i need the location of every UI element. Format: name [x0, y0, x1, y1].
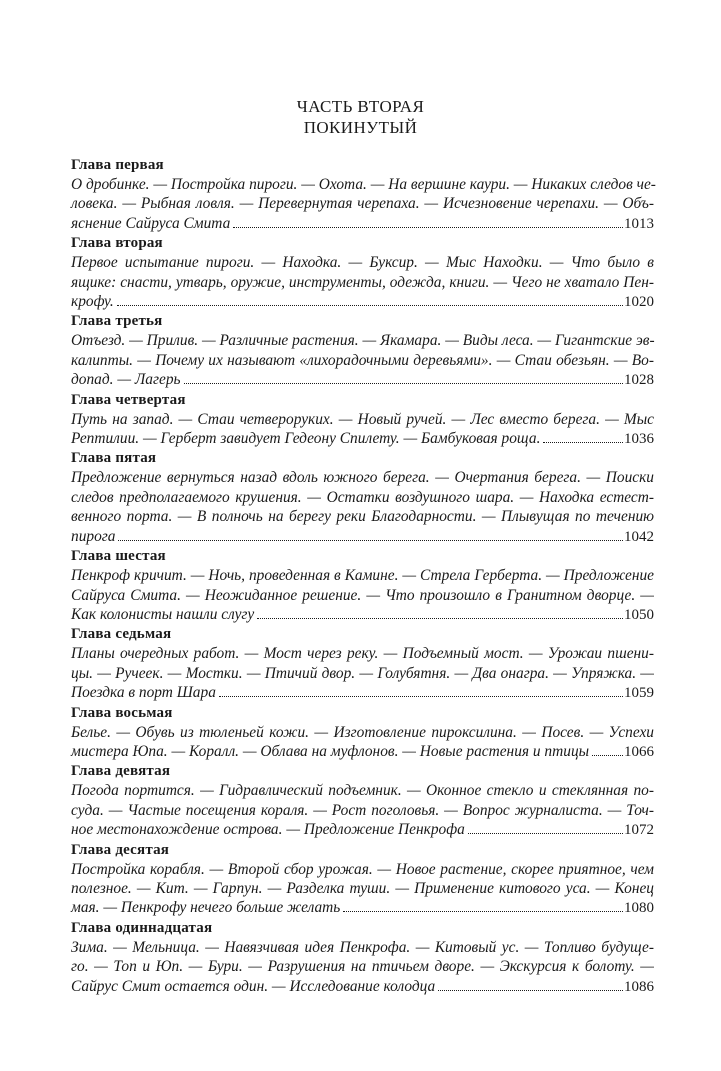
summary-line: Планы очередных работ. — Мост через реку. — Подъемный мост. — Урожаи пшени-: [71, 645, 654, 663]
toc-entry: [71, 762, 654, 840]
summary-last-line: [71, 742, 654, 762]
chapter-summary: [71, 253, 654, 312]
chapter-summary: [71, 938, 654, 997]
summary-line-text: мистера Юпа. — Коралл. — Облава на муфлонов. — Новые растения и птицы: [71, 742, 590, 760]
chapter-title: Глава восьмая: [71, 704, 173, 721]
page-number: 1059: [624, 685, 654, 702]
summary-last-line: [71, 977, 654, 997]
summary-line-text: крофу.: [71, 293, 114, 311]
chapter-title: Глава третья: [71, 313, 163, 330]
dot-leader: [117, 305, 623, 306]
part-heading: [0, 96, 721, 138]
part-number: ЧАСТЬ ВТОРАЯ: [296, 97, 425, 116]
summary-line: суда. — Частые посещения кораля. — Рост поголовья. — Вопрос журналиста. — Точ-: [71, 801, 654, 819]
toc-entry: [71, 234, 654, 312]
page-number: 1080: [624, 900, 654, 917]
summary-last-line: [71, 898, 654, 918]
summary-line: Постройка корабля. — Второй сбор урожая. — Новое растение, скорее приятное, чем: [71, 860, 654, 878]
chapter-summary: [71, 331, 654, 390]
dot-leader: [438, 990, 623, 991]
dot-leader: [468, 833, 623, 834]
summary-line-text: допад. — Лагерь: [71, 371, 181, 389]
summary-line: цы. — Ручеек. — Мостки. — Птичий двор. — Голубятня. — Два онагра. — Упряжка. —: [71, 664, 654, 682]
summary-line: ловека. — Рыбная ловля. — Перевернутая черепаха. — Исчезновение черепахи. — Объ-: [71, 195, 654, 213]
summary-line: Белье. — Обувь из тюленьей кожи. — Изготовление пироксилина. — Посев. — Успехи: [71, 723, 654, 741]
chapter-title: Глава шестая: [71, 548, 166, 565]
summary-line: калипты. — Почему их называют «лихорадочными деревьями». — Стаи обезьян. — Во-: [71, 351, 654, 369]
toc-entry: [71, 449, 654, 547]
toc-entry: [71, 312, 654, 390]
dot-leader: [184, 383, 623, 384]
summary-line: полезное. — Кит. — Гарпун. — Разделка туши. — Применение китового уса. — Конец: [71, 879, 654, 897]
summary-last-line: [71, 527, 654, 547]
toc-entry: [71, 625, 654, 703]
summary-line-text: ное местонахождение острова. — Предложение Пенкрофа: [71, 821, 465, 839]
dot-leader: [257, 618, 623, 619]
summary-line: венного порта. — В полночь на берегу реки Благодарности. — Плывущая по течению: [71, 508, 654, 526]
dot-leader: [233, 227, 623, 228]
page-number: 1020: [624, 294, 654, 311]
summary-line-text: яснение Сайруса Смита: [71, 214, 231, 232]
summary-line-text: мая. — Пенкрофу нечего больше желать: [71, 899, 341, 917]
summary-line: го. — Топ и Юп. — Бури. — Разрушения на птичьем дворе. — Экскурсия к болоту. —: [71, 958, 654, 976]
dot-leader: [118, 540, 623, 541]
page-number: 1028: [624, 372, 654, 389]
chapter-summary: [71, 644, 654, 703]
summary-last-line: [71, 370, 654, 390]
chapter-title: Глава первая: [71, 157, 164, 173]
summary-last-line: [71, 683, 654, 703]
summary-line: Зима. — Мельница. — Навязчивая идея Пенкрофа. — Китовый ус. — Топливо будуще-: [71, 938, 654, 956]
page-number: 1086: [624, 978, 654, 995]
summary-line: следов предполагаемого крушения. — Остатки воздушного шара. — Находка естест-: [71, 488, 654, 506]
dot-leader: [343, 911, 623, 912]
summary-line: Отъезд. — Прилив. — Различные растения. — Якамара. — Виды леса. — Гигантские эв-: [71, 332, 655, 350]
chapter-summary: [71, 566, 654, 625]
chapter-title: Глава вторая: [71, 235, 163, 252]
page-number: 1072: [624, 822, 654, 839]
summary-line: О дробинке. — Постройка пироги. — Охота. — На вершине каури. — Никаких следов че-: [71, 176, 656, 193]
summary-line-text: Поездка в порт Шара: [71, 684, 216, 702]
toc-entry: [71, 156, 654, 234]
summary-last-line: [71, 292, 654, 312]
summary-last-line: [71, 429, 654, 449]
chapter-summary: [71, 723, 654, 763]
summary-line-text: Сайрус Смит остается один. — Исследование колодца: [71, 977, 436, 995]
dot-leader: [592, 755, 623, 756]
summary-line: Предложение вернуться назад вдоль южного берега. — Очертания берега. — Поиски: [71, 469, 654, 487]
chapter-title: Глава одиннадцатая: [71, 919, 213, 936]
chapter-summary: [71, 175, 654, 234]
toc-entry: [71, 841, 654, 919]
page-number: 1050: [624, 606, 654, 623]
chapter-summary: [71, 410, 654, 450]
summary-line-text: Как колонисты нашли слугу: [71, 605, 255, 623]
chapter-title: Глава десятая: [71, 841, 170, 858]
summary-line: Путь на запад. — Стаи четвероруких. — Новый ручей. — Лес вместо берега. — Мыс: [71, 410, 654, 428]
summary-line: Погода портится. — Гидравлический подъемник. — Оконное стекло и стеклянная по-: [71, 782, 654, 800]
chapter-summary: [71, 468, 654, 547]
chapter-title: Глава девятая: [71, 763, 171, 780]
summary-last-line: [71, 605, 654, 625]
chapter-title: Глава пятая: [71, 450, 157, 467]
summary-line: ящике: снасти, утварь, оружие, инструменты, одежда, книги. — Чего не хватало Пен-: [71, 273, 654, 291]
summary-last-line: [71, 214, 654, 234]
page-number: 1042: [624, 528, 654, 545]
dot-leader: [543, 442, 623, 443]
summary-line-text: Рептилии. — Герберт завидует Гедеону Спилету. — Бамбуковая роща.: [71, 430, 541, 448]
toc-entry: [71, 704, 654, 763]
page-number: 1013: [624, 215, 654, 232]
summary-line: Первое испытание пироги. — Находка. — Буксир. — Мыс Находки. — Что было в: [71, 254, 654, 272]
chapter-title: Глава седьмая: [71, 626, 172, 643]
table-of-contents: [71, 156, 654, 997]
chapter-summary: [71, 781, 654, 840]
summary-line-text: пирога: [71, 527, 116, 545]
chapter-title: Глава четвертая: [71, 391, 186, 408]
toc-entry: [71, 547, 654, 625]
summary-last-line: [71, 820, 654, 840]
chapter-summary: [71, 860, 654, 919]
summary-line: Сайруса Смита. — Неожиданное решение. — Что произошло в Гранитном дворце. —: [71, 586, 654, 604]
part-title: ПОКИНУТЫЙ: [303, 118, 418, 137]
toc-entry: [71, 391, 654, 450]
dot-leader: [219, 696, 623, 697]
toc-entry: [71, 919, 654, 997]
page-number: 1036: [624, 431, 654, 448]
summary-line: Пенкроф кричит. — Ночь, проведенная в Камине. — Стрела Герберта. — Предложение: [71, 567, 654, 585]
page-number: 1066: [624, 743, 654, 760]
